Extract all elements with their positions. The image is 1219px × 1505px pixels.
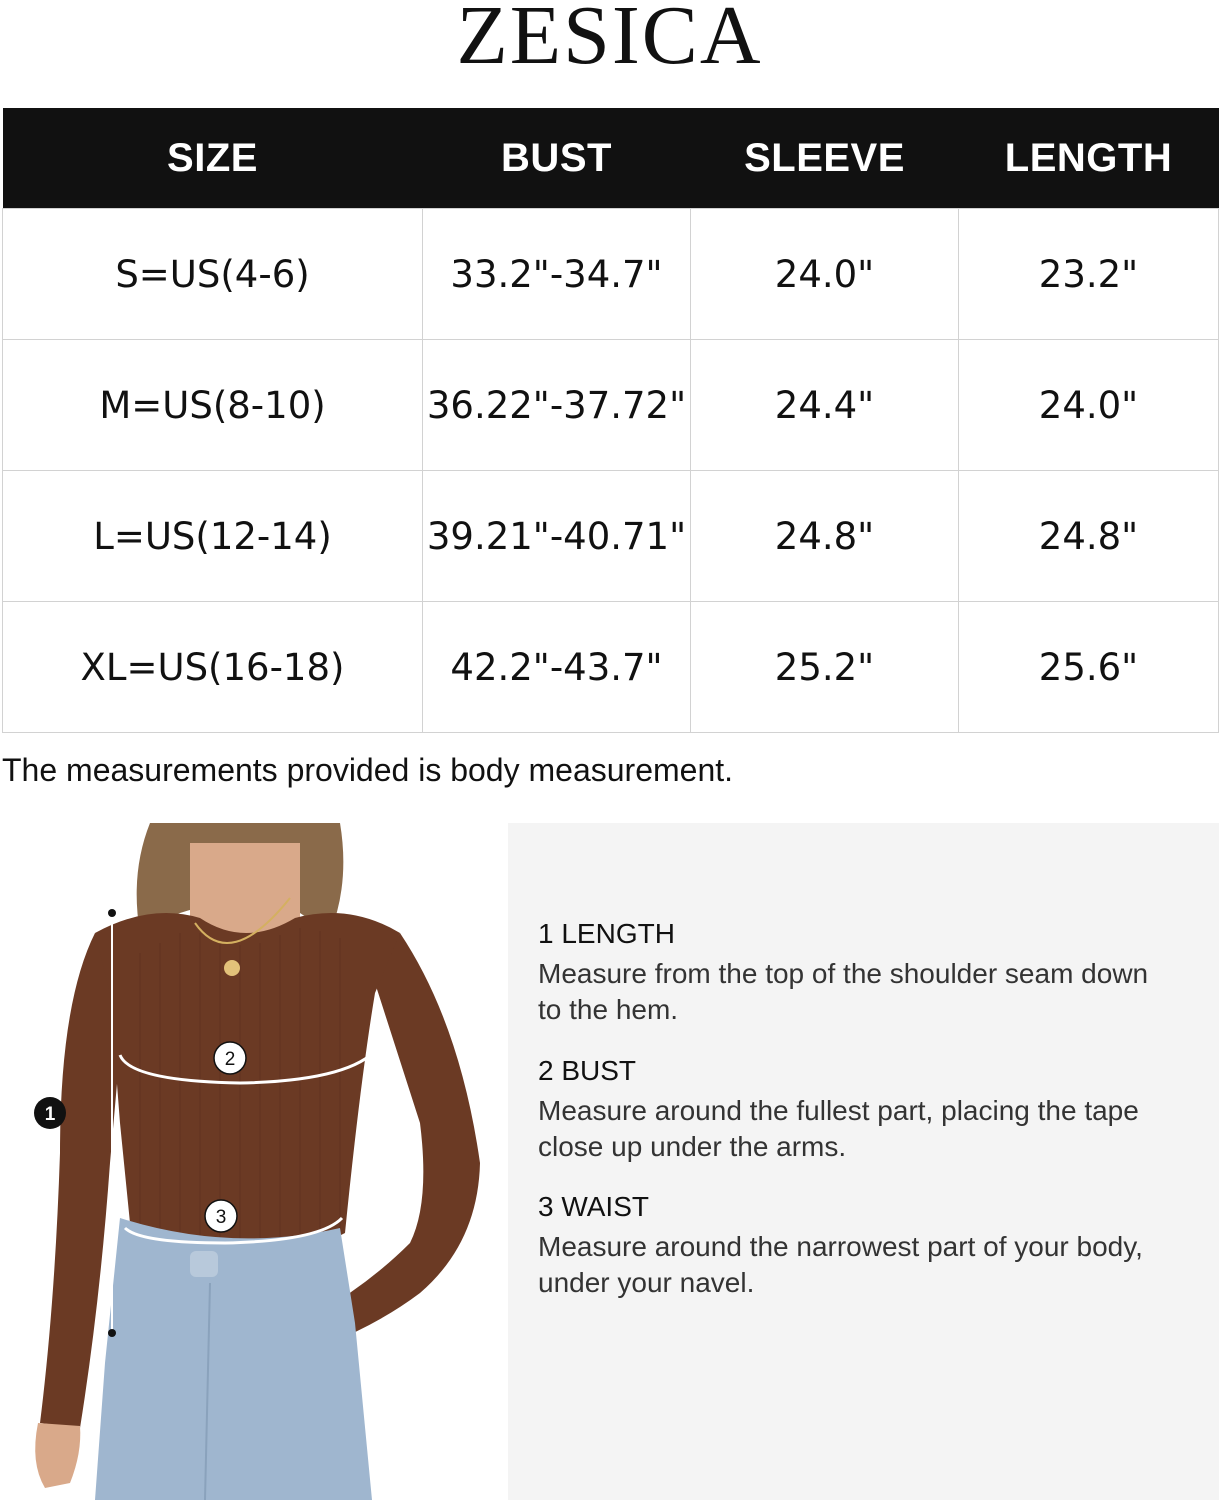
marker-3-label: 3 xyxy=(215,1207,227,1228)
sweater-torso-shape xyxy=(95,913,400,1246)
cell-size: S=US(4-6) xyxy=(3,209,423,340)
table-row xyxy=(3,340,1219,471)
table-header-row xyxy=(3,108,1219,209)
cell-bust: 36.22"-37.72" xyxy=(423,340,691,471)
guide-bust-desc: Measure around the fullest part, placing the tape close up under the arms. xyxy=(538,1095,1139,1162)
cell-sleeve: 24.8" xyxy=(691,471,959,602)
brand-logo: ZESICA xyxy=(456,0,763,82)
marker-1 xyxy=(34,1097,66,1129)
cell-length: 24.8" xyxy=(959,471,1219,602)
marker-2 xyxy=(214,1042,246,1074)
header-length: LENGTH xyxy=(959,108,1219,209)
size-chart-table xyxy=(2,108,1219,733)
cell-size: L=US(12-14) xyxy=(3,471,423,602)
cell-bust: 42.2"-43.7" xyxy=(423,602,691,733)
necklace-pendant xyxy=(224,960,240,976)
jeans-button xyxy=(190,1251,218,1277)
table-row xyxy=(3,209,1219,340)
cell-bust: 33.2"-34.7" xyxy=(423,209,691,340)
measurement-note: The measurements provided is body measurement. xyxy=(2,752,734,788)
measurement-guide-panel xyxy=(508,823,1219,1500)
guide-bust-title: 2 BUST xyxy=(538,1055,637,1086)
cell-bust: 39.21"-40.71" xyxy=(423,471,691,602)
cell-size: XL=US(16-18) xyxy=(3,602,423,733)
guide-waist-desc: Measure around the narrowest part of your body, under your navel. xyxy=(538,1231,1143,1298)
marker-3 xyxy=(205,1200,237,1232)
model-photo xyxy=(0,823,508,1500)
cell-length: 24.0" xyxy=(959,340,1219,471)
guide-length-desc: Measure from the top of the shoulder seam down to the hem. xyxy=(538,958,1149,1025)
guide-length-title: 1 LENGTH xyxy=(538,918,675,949)
guide-bust xyxy=(538,1055,1158,1165)
table-row xyxy=(3,471,1219,602)
length-measure-top xyxy=(108,909,116,917)
table-row xyxy=(3,602,1219,733)
cell-sleeve: 25.2" xyxy=(691,602,959,733)
header-size: SIZE xyxy=(3,108,423,209)
guide-waist-title: 3 WAIST xyxy=(538,1191,649,1222)
marker-2-label: 2 xyxy=(224,1049,236,1070)
jeans-shape xyxy=(95,1218,372,1500)
model-illustration xyxy=(0,823,508,1500)
left-hand-shape xyxy=(35,1423,80,1488)
cell-length: 23.2" xyxy=(959,209,1219,340)
cell-length: 25.6" xyxy=(959,602,1219,733)
cell-sleeve: 24.0" xyxy=(691,209,959,340)
marker-1-label: 1 xyxy=(44,1104,56,1125)
guide-waist xyxy=(538,1191,1158,1301)
length-measure-bottom xyxy=(108,1329,116,1337)
header-bust: BUST xyxy=(423,108,691,209)
neck-shape xyxy=(190,843,300,936)
header-sleeve: SLEEVE xyxy=(691,108,959,209)
cell-sleeve: 24.4" xyxy=(691,340,959,471)
guide-length xyxy=(538,918,1158,1028)
cell-size: M=US(8-10) xyxy=(3,340,423,471)
